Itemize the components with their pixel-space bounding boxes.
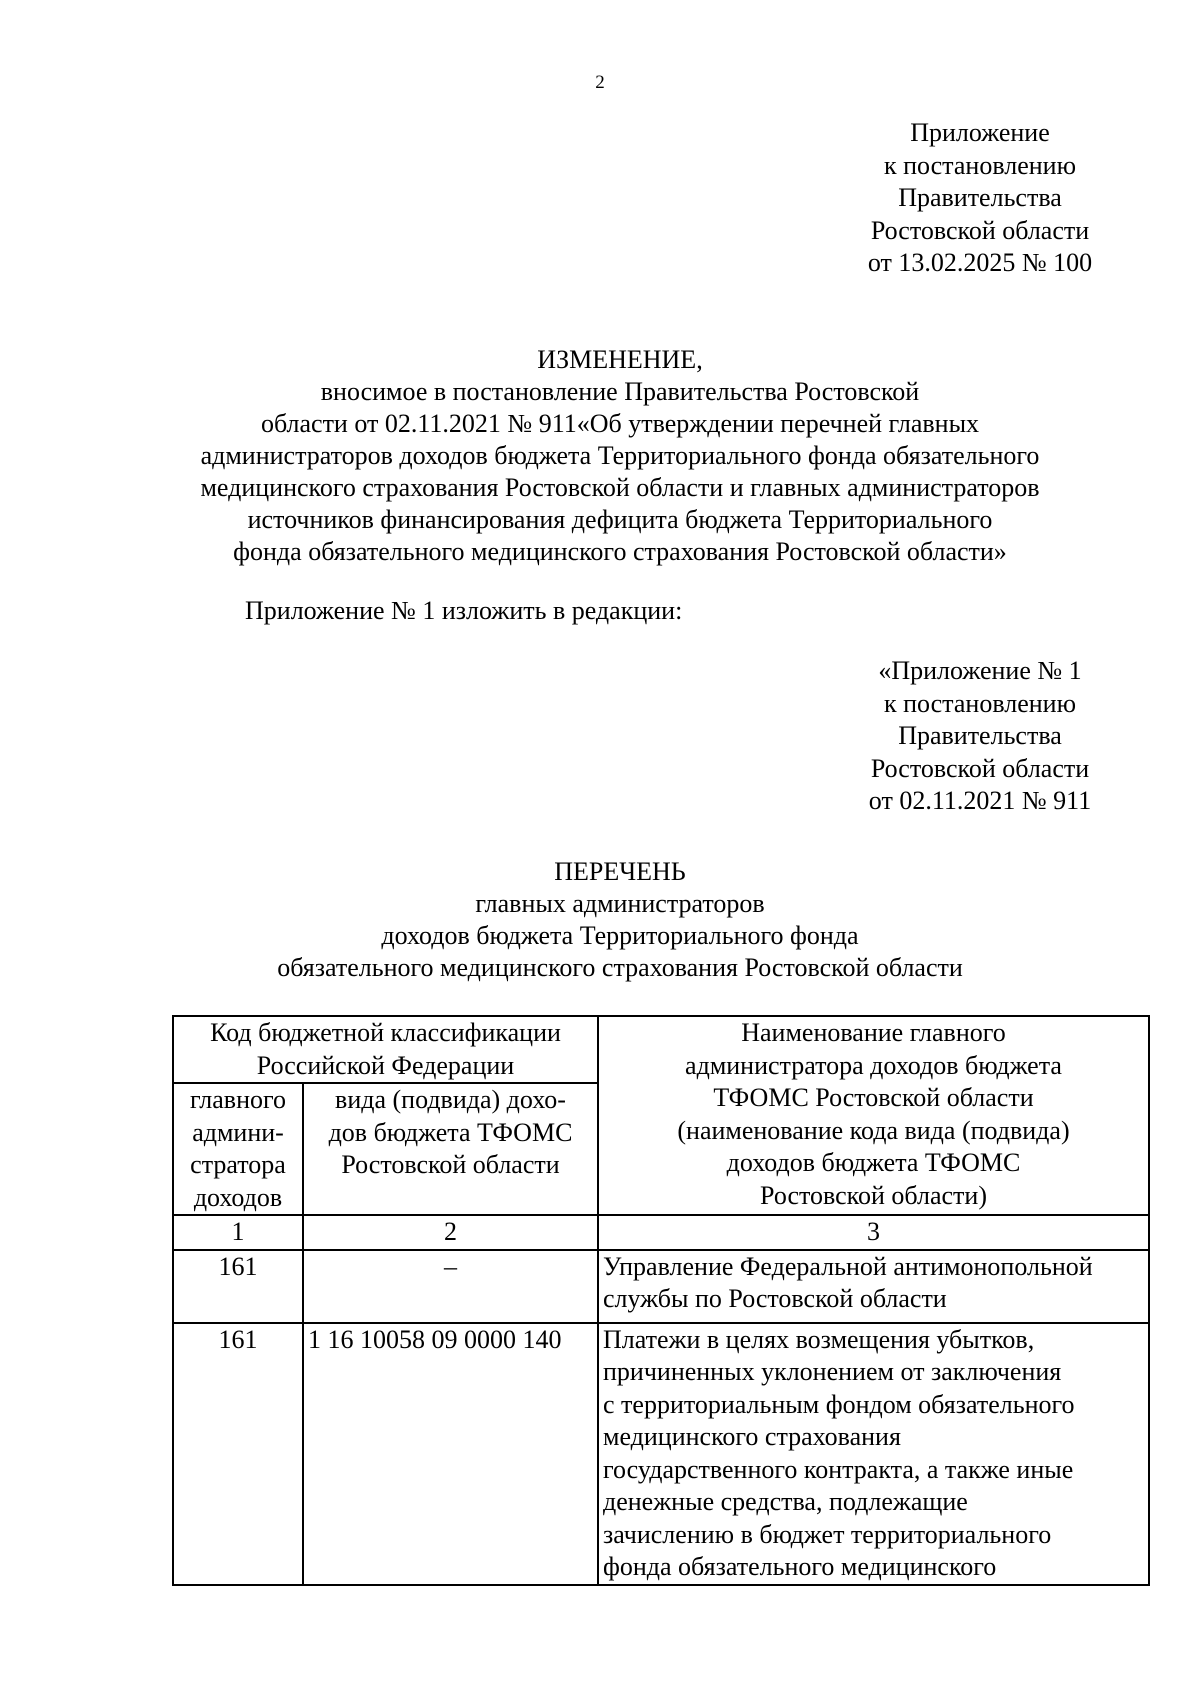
appendix-line: Правительства: [898, 721, 1062, 750]
admin-code-cell: 161: [173, 1323, 303, 1585]
name-line: с территориальным фондом обязательного: [603, 1389, 1075, 1419]
col3-header-line: Ростовской области): [760, 1180, 987, 1210]
column-numbers-row: [173, 1215, 1149, 1250]
col3-header-cell: [598, 1016, 1149, 1215]
name-cell: [598, 1323, 1149, 1585]
name-line: медицинского страхования: [603, 1422, 901, 1451]
appendix-line: «Приложение № 1: [878, 656, 1082, 685]
table-row: [173, 1250, 1149, 1323]
column-number: 2: [303, 1215, 598, 1250]
list-title-line: обязательного медицинского страхования Ростовской области: [277, 953, 963, 982]
income-code-cell: 1 16 10058 09 0000 140: [303, 1323, 598, 1585]
col3-header-line: доходов бюджета ТФОМС: [726, 1148, 1021, 1177]
change-heading: ИЗМЕНЕНИЕ,: [537, 345, 703, 374]
name-line: денежные средства, подлежащие: [603, 1487, 968, 1516]
change-title-block: [180, 344, 1060, 568]
list-heading: ПЕРЕЧЕНЬ: [554, 857, 686, 886]
col2-header-cell: [303, 1083, 598, 1215]
col1-header-line: доходов: [193, 1182, 283, 1212]
name-line: фонда обязательного медицинского: [603, 1552, 997, 1581]
approval-line: Правительства: [898, 183, 1062, 212]
approval-line: Ростовской области: [870, 215, 1090, 245]
list-title-block: [180, 856, 1060, 984]
name-line: зачислению в бюджет территориального: [603, 1519, 1052, 1549]
col2-header-line: дов бюджета ТФОМС: [328, 1117, 573, 1147]
change-line: области от 02.11.2021 № 911«Об утверждении перечней главных: [260, 409, 980, 438]
col1-header-cell: [173, 1083, 303, 1215]
col3-header-line: (наименование кода вида (подвида): [677, 1115, 1070, 1145]
change-line: медицинского страхования Ростовской области и главных администраторов: [200, 473, 1040, 502]
appendix-line: Ростовской области: [870, 753, 1090, 783]
list-title-line: главных администраторов: [475, 889, 765, 918]
change-line: администраторов доходов бюджета Территориального фонда обязательного: [200, 441, 1040, 470]
approval-line: к постановлению: [883, 150, 1077, 180]
approval-line: Приложение: [910, 118, 1050, 147]
page-number: 2: [595, 72, 605, 93]
change-line: фонда обязательного медицинского страхования Ростовской области»: [233, 537, 1007, 566]
table-header-row: [173, 1016, 1149, 1083]
col1-header-line: главного: [189, 1085, 287, 1114]
change-line: вносимое в постановление Правительства Ростовской: [320, 377, 920, 406]
name-line: государственного контракта, а также иные: [603, 1454, 1074, 1484]
name-line: Платежи в целях возмещения убытков,: [603, 1324, 1035, 1354]
instruction-text: Приложение № 1 изложить в редакции:: [245, 596, 683, 625]
name-cell: [598, 1250, 1149, 1323]
admin-code-cell: 161: [173, 1250, 303, 1323]
appendix-line: от 02.11.2021 № 911: [868, 786, 1092, 815]
approval-line: от 13.02.2025 № 100: [867, 248, 1093, 277]
column-number: 1: [173, 1215, 303, 1250]
approval-block: [830, 117, 1130, 280]
col3-header-line: администратора доходов бюджета: [685, 1050, 1062, 1080]
header-group-cell: [173, 1016, 598, 1083]
name-line: Управление Федеральной антимонопольной: [603, 1251, 1093, 1281]
col3-header-line: Наименование главного: [741, 1018, 1006, 1047]
name-line: службы по Ростовской области: [603, 1284, 947, 1313]
appendix-approval-block: [830, 655, 1130, 818]
administrators-table: [172, 1015, 1150, 1586]
change-line: источников финансирования дефицита бюджета Территориального: [247, 505, 993, 534]
name-line: причиненных уклонением от заключения: [603, 1357, 1062, 1386]
header-group-line: Российской Федерации: [256, 1050, 515, 1080]
col2-header-line: Ростовской области: [341, 1150, 560, 1179]
list-title-line: доходов бюджета Территориального фонда: [381, 921, 859, 950]
column-number: 3: [598, 1215, 1149, 1250]
income-code-cell: –: [303, 1250, 598, 1323]
col1-header-line: стратора: [190, 1150, 286, 1179]
table-row: [173, 1323, 1149, 1585]
col3-header-line: ТФОМС Ростовской области: [713, 1083, 1034, 1112]
col2-header-line: вида (подвида) дохо-: [335, 1085, 566, 1114]
header-group-line: Код бюджетной классификации: [210, 1018, 561, 1047]
col1-header-line: админи-: [192, 1117, 284, 1147]
appendix-line: к постановлению: [883, 688, 1077, 718]
